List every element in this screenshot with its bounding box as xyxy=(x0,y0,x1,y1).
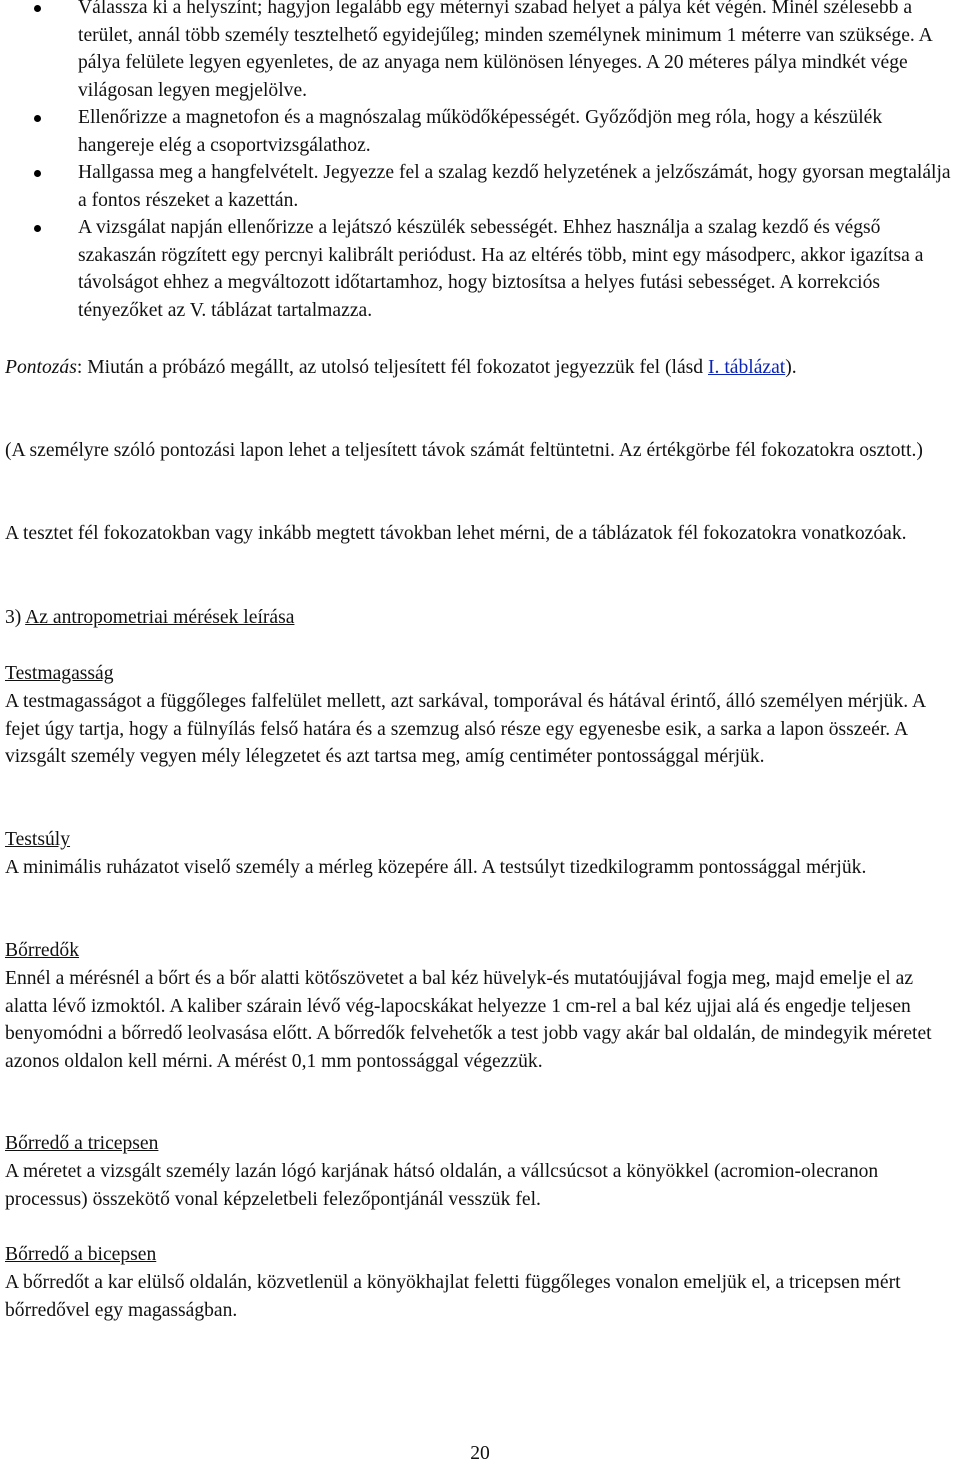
page-number: 20 xyxy=(470,1443,490,1464)
bullet-icon xyxy=(34,170,41,177)
subsection-title: Bőrredő a tricepsen xyxy=(5,1133,159,1154)
table-link[interactable]: I. táblázat xyxy=(708,357,786,378)
bullet-item xyxy=(5,214,957,324)
bullet-text: A vizsgálat napján ellenőrizze a lejátszó készülék sebességét. Ehhez használja a szalag kezdő és végső szakaszán rögzített egy percnyi kalibrált periódust. Ha az eltérés több, mint egy másodperc, akkor igazítsa a távolságot ehhez a megváltozott időtartamhoz, hogy biztosítsa a helyes futási sebességet. A korrekciós tényezőket az V. táblázat tartalmazza. xyxy=(78,217,924,321)
subsection-heading xyxy=(5,1130,957,1158)
bullet-text: Válassza ki a helyszínt; hagyjon legalább egy méternyi szabad helyet a pálya két végén. Minél szélesebb a terület, annál több személy tesztelhető egyidejűleg; minden személynek minimum 1 méterre van szüksége. A pálya felülete legyen egyenletes, de az anyaga nem különösen lényeges. A 20 méteres pálya mindkét vége világosan legyen megjelölve. xyxy=(78,0,932,101)
subsection-body: A méretet a vizsgált személy lazán lógó karjának hátsó oldalán, a vállcsúcsot a könyökkel (acromion-olecranon processus) összekötő vonal képzeletbeli felezőpontjánál vesszük fel. xyxy=(5,1161,879,1210)
subsection-title: Testmagasság xyxy=(5,663,114,684)
section-title: Az antropometriai mérések leírása xyxy=(25,607,295,628)
scoring-text-end: ). xyxy=(785,357,797,378)
subsection-heading xyxy=(5,660,957,688)
subsection-body: A minimális ruházatot viselő személy a mérleg közepére áll. A testsúlyt tizedkilogramm pontossággal mérjük. xyxy=(5,857,867,878)
subsection-heading xyxy=(5,1241,957,1269)
scoring-label: Pontozás xyxy=(5,357,77,378)
measurement-paragraph: A tesztet fél fokozatokban vagy inkább megtett távokban lehet mérni, de a táblázatok fél fokozatokra vonatkozóak. xyxy=(5,523,907,544)
scoring-text: : Miután a próbázó megállt, az utolsó teljesített fél fokozatot jegyezzük fel (lásd xyxy=(76,357,708,378)
section-heading xyxy=(5,604,957,632)
bullet-item xyxy=(5,104,957,159)
scoring-paragraph xyxy=(5,354,957,382)
subsection-title: Bőrredő a bicepsen xyxy=(5,1244,157,1265)
scoring-note: (A személyre szóló pontozási lapon lehet a teljesített távok számát feltüntetni. Az értékgörbe fél fokozatokra osztott.) xyxy=(5,440,923,461)
bullet-text: Ellenőrizze a magnetofon és a magnószalag működőképességét. Győződjön meg róla, hogy a készülék hangereje elég a csoportvizsgálathoz. xyxy=(78,107,883,156)
bullet-item xyxy=(5,159,957,214)
subsection-title: Bőrredők xyxy=(5,940,80,961)
bullet-icon xyxy=(34,5,41,12)
bullet-text: Hallgassa meg a hangfelvételt. Jegyezze fel a szalag kezdő helyzetének a jelzőszámát, hogy gyorsan megtalálja a fontos részeket a kazettán. xyxy=(78,162,951,211)
subsection-title: Testsúly xyxy=(5,829,71,850)
bullet-list xyxy=(5,0,957,324)
bullet-icon xyxy=(34,225,41,232)
subsection-heading xyxy=(5,826,957,854)
subsection-body: A testmagasságot a függőleges falfelület mellett, azt sarkával, tomporával és hátával érintő, álló személyen mérjük. A fejet úgy tartja, hogy a fülnyílás felső határa és a szemzug alsó része egy egyenesbe esik, a sarka a lapon összeér. A vizsgált személy vegyen mély lélegzetet és azt tartsa meg, amíg centiméter pontossággal mérjük. xyxy=(5,691,926,767)
subsection-heading xyxy=(5,937,957,965)
bullet-item xyxy=(5,0,957,104)
bullet-icon xyxy=(34,115,41,122)
subsection-body: Ennél a mérésnél a bőrt és a bőr alatti kötőszövetet a bal kéz hüvelyk-és mutatóujjával fogja meg, majd emelje el az alatta lévő izmoktól. A kaliber szárain lévő vég-lapocskákat helyezze 1 cm-rel a bal kéz ujjai alá és engedje teljesen benyomódni a bőrredő leolvasása előtt. A bőrredők felvehetők a test jobb vagy akár bal oldalán, de mindegyik méretet azonos oldalon kell mérni. A mérést 0,1 mm pontossággal végezzük. xyxy=(5,968,932,1072)
subsection-body: A bőrredőt a kar elülső oldalán, közvetlenül a könyökhajlat feletti függőleges vonalon emeljük el, a tricepsen mért bőrredővel egy magasságban. xyxy=(5,1272,901,1321)
section-number: 3) xyxy=(5,607,26,628)
